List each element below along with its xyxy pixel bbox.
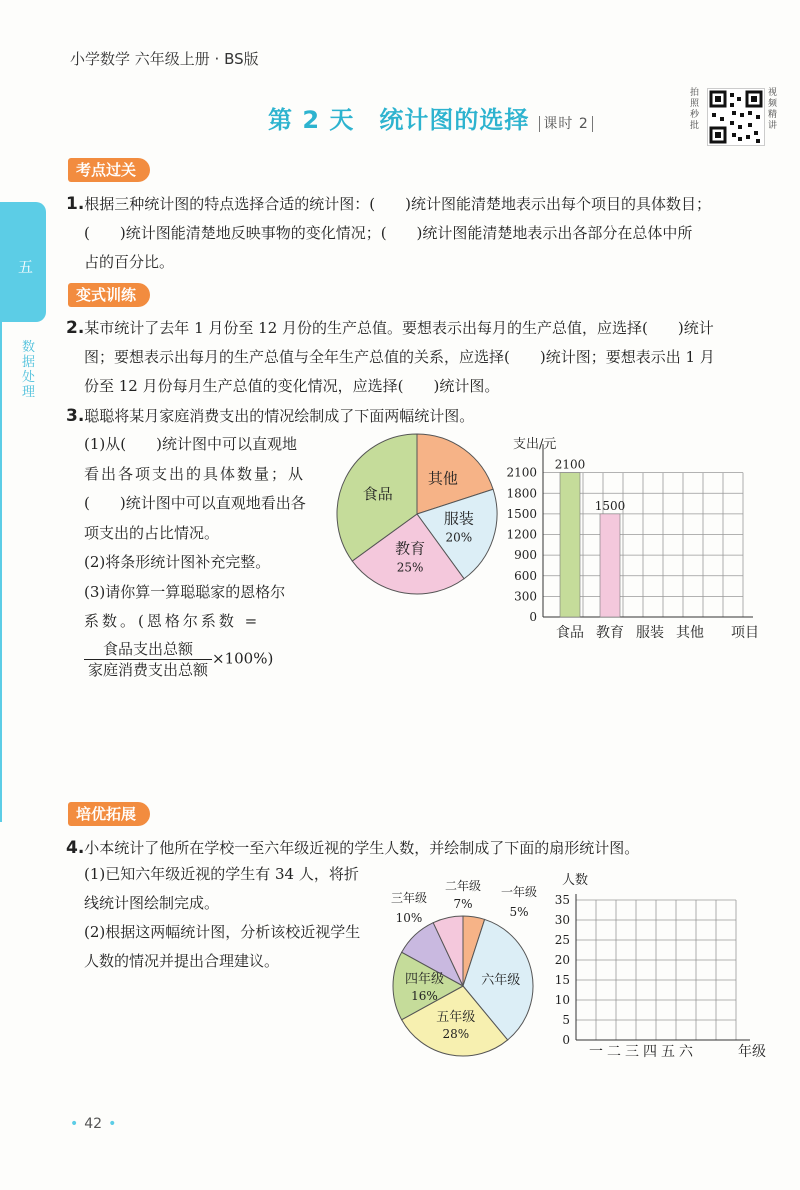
- side-divider: [0, 322, 2, 822]
- bar-category-3: 服装: [636, 625, 664, 641]
- q3-p1d: 项支出的占比情况。: [84, 523, 220, 542]
- frac-denominator: 家庭消费支出总额: [88, 660, 209, 679]
- line-ytick-3: 15: [554, 973, 570, 987]
- q3-p1a: (1)从( )统计图中可以直观地: [84, 435, 297, 453]
- q4-p2b: 人数的情况并提出合理建议。: [84, 952, 280, 970]
- pie2-out-pct-1: 5%: [509, 905, 529, 919]
- pie2-out-label-3: 三年级: [390, 891, 428, 905]
- pie-label-1: 其他: [427, 469, 458, 488]
- q1-number: 1.: [66, 194, 85, 214]
- page-number-text: 42: [84, 1116, 103, 1132]
- line-ytick-1: 5: [562, 1013, 570, 1027]
- line-ytick-0: 0: [562, 1033, 570, 1047]
- bar-ytick-6: 1800: [506, 486, 537, 501]
- bar-ytick-2: 600: [514, 568, 537, 583]
- myopia-line-chart: [540, 866, 766, 1066]
- bar-value-1: 2100: [554, 457, 586, 472]
- unit-name: 数据处理: [22, 340, 36, 400]
- qr-code-icon[interactable]: [707, 88, 765, 146]
- bar-category-2: 教育: [596, 625, 624, 641]
- bar-ytick-3: 900: [514, 548, 537, 563]
- line-xtick-4: 四: [643, 1044, 657, 1060]
- line-ytick-6: 30: [554, 913, 570, 927]
- section-label-bianshi: 变式训练: [68, 283, 150, 307]
- q1-line1: 根据三种统计图的特点选择合适的统计图：( )统计图能清楚地表示出每个项目的具体数目；: [84, 195, 712, 213]
- page-title: [268, 100, 593, 135]
- frac-tail: ×100%): [212, 649, 274, 667]
- unit-tab: 五: [0, 202, 46, 322]
- bar-category-1: 食品: [556, 625, 584, 641]
- section-label-peiyou: 培优拓展: [68, 802, 150, 826]
- pie-pct-2: 20%: [445, 530, 473, 545]
- line-x-label: 年级: [738, 1044, 766, 1060]
- q3-number: 3.: [66, 406, 85, 426]
- q1-line2: ( )统计图能清楚地反映事物的变化情况；( )统计图能清楚地表示出各部分在总体中所: [84, 224, 693, 242]
- line-xtick-2: 二: [607, 1044, 621, 1060]
- q4-p2a: (2)根据这两幅统计图，分析该校近视学生: [84, 923, 361, 941]
- q4-intro: [66, 834, 781, 863]
- q2-line2: 图；要想表示出每月的生产总值与全年生产总值的关系，应选择( )统计图；要想表示出 1 月: [84, 348, 715, 366]
- bar-1: [560, 473, 580, 617]
- bar-2: [600, 514, 620, 617]
- qr-left-text: 拍照秒批: [690, 88, 700, 131]
- line-y-label: 人数: [562, 873, 589, 888]
- pie-label-3: 教育: [395, 539, 426, 558]
- q3-intro-text: 聪聪将某月家庭消费支出的情况绘制成了下面两幅统计图。: [84, 407, 475, 425]
- page-number: • 42 •: [70, 1116, 117, 1132]
- pie2-pct-4: 16%: [411, 989, 438, 1003]
- pie-label-4: 食品: [362, 485, 393, 504]
- q3-intro: [66, 402, 781, 431]
- q4-subquestions: [84, 860, 394, 976]
- pie-pct-3: 25%: [396, 560, 424, 575]
- engel-formula: [84, 639, 342, 680]
- line-xtick-5: 五: [661, 1044, 675, 1060]
- q3-p1b: 看出各项支出的具体数量；从: [84, 464, 306, 483]
- q4-number: 4.: [66, 838, 85, 858]
- pie2-label-5: 五年级: [436, 1009, 476, 1025]
- q4-intro-text: 小本统计了他所在学校一至六年级近视的学生人数，并绘制成了下面的扇形统计图。: [84, 839, 640, 857]
- q4-p1a: (1)已知六年级近视的学生有 34 人，将折: [84, 865, 359, 883]
- bar-ytick-5: 1500: [506, 506, 537, 521]
- title-main: 第 2 天 统计图的选择: [268, 106, 530, 134]
- bar-ytick-7: 2100: [506, 465, 537, 480]
- lesson-period: 课时 2: [539, 116, 592, 132]
- bar-ytick-4: 1200: [506, 527, 537, 542]
- line-xtick-6: 六: [679, 1044, 693, 1060]
- pie2-pct-5: 28%: [442, 1026, 470, 1041]
- bar-ytick-0: 0: [529, 610, 537, 624]
- line-xtick-1: 一: [589, 1044, 603, 1060]
- q3-p1c: ( )统计图中可以直观地看出各: [84, 494, 306, 512]
- qr-block: [690, 88, 780, 144]
- line-ytick-2: 10: [554, 993, 570, 1007]
- q2-line1: 某市统计了去年 1 月份至 12 月份的生产总值。要想表示出每月的生产总值，应选择( )统计: [84, 319, 714, 337]
- line-ytick-5: 25: [554, 933, 570, 947]
- pie2-out-pct-3: 10%: [395, 911, 423, 925]
- pie-label-2: 服装: [443, 509, 474, 528]
- pie2-out-label-1: 一年级: [500, 885, 538, 899]
- expense-bar-chart: [505, 430, 775, 645]
- frac-numerator: 食品支出总额: [84, 639, 212, 660]
- bar-ytick-1: 300: [514, 589, 537, 604]
- line-ytick-7: 35: [554, 893, 570, 907]
- bar-category-4: 其他: [676, 625, 704, 641]
- bar-x-label: 项目: [731, 625, 759, 641]
- question-1: [66, 190, 781, 277]
- engel-fraction: [84, 639, 212, 680]
- q3-p3b: 系数。(恩格尔系数 =: [84, 612, 261, 630]
- q3-p3a: (3)请你算一算聪聪家的恩格尔: [84, 582, 286, 601]
- bar-y-label: 支出/元: [513, 437, 557, 452]
- q1-line3: 占的百分比。: [84, 253, 175, 271]
- bar-value-2: 1500: [594, 498, 626, 513]
- pie2-label-6: 六年级: [481, 972, 521, 988]
- question-2: [66, 314, 781, 401]
- qr-right-text: 视频精讲: [768, 88, 778, 131]
- book-header: 小学数学 六年级上册 · BS版: [70, 50, 259, 68]
- expense-pie-chart: [335, 432, 500, 597]
- q2-line3: 份至 12 月份每月生产总值的变化情况，应选择( )统计图。: [84, 377, 500, 395]
- line-xtick-3: 三: [625, 1044, 639, 1060]
- line-ytick-4: 20: [554, 953, 570, 967]
- pie2-out-pct-2: 7%: [453, 897, 473, 911]
- q3-p2: (2)将条形统计图补充完整。: [84, 553, 271, 571]
- q2-number: 2.: [66, 318, 85, 338]
- q4-p1b: 线统计图绘制完成。: [84, 894, 220, 912]
- myopia-pie-chart: [385, 870, 545, 1060]
- q3-subquestions: [84, 430, 342, 680]
- pie2-out-label-2: 二年级: [444, 879, 482, 893]
- pie2-label-4: 四年级: [404, 972, 445, 987]
- section-label-kaodian: 考点过关: [68, 158, 150, 182]
